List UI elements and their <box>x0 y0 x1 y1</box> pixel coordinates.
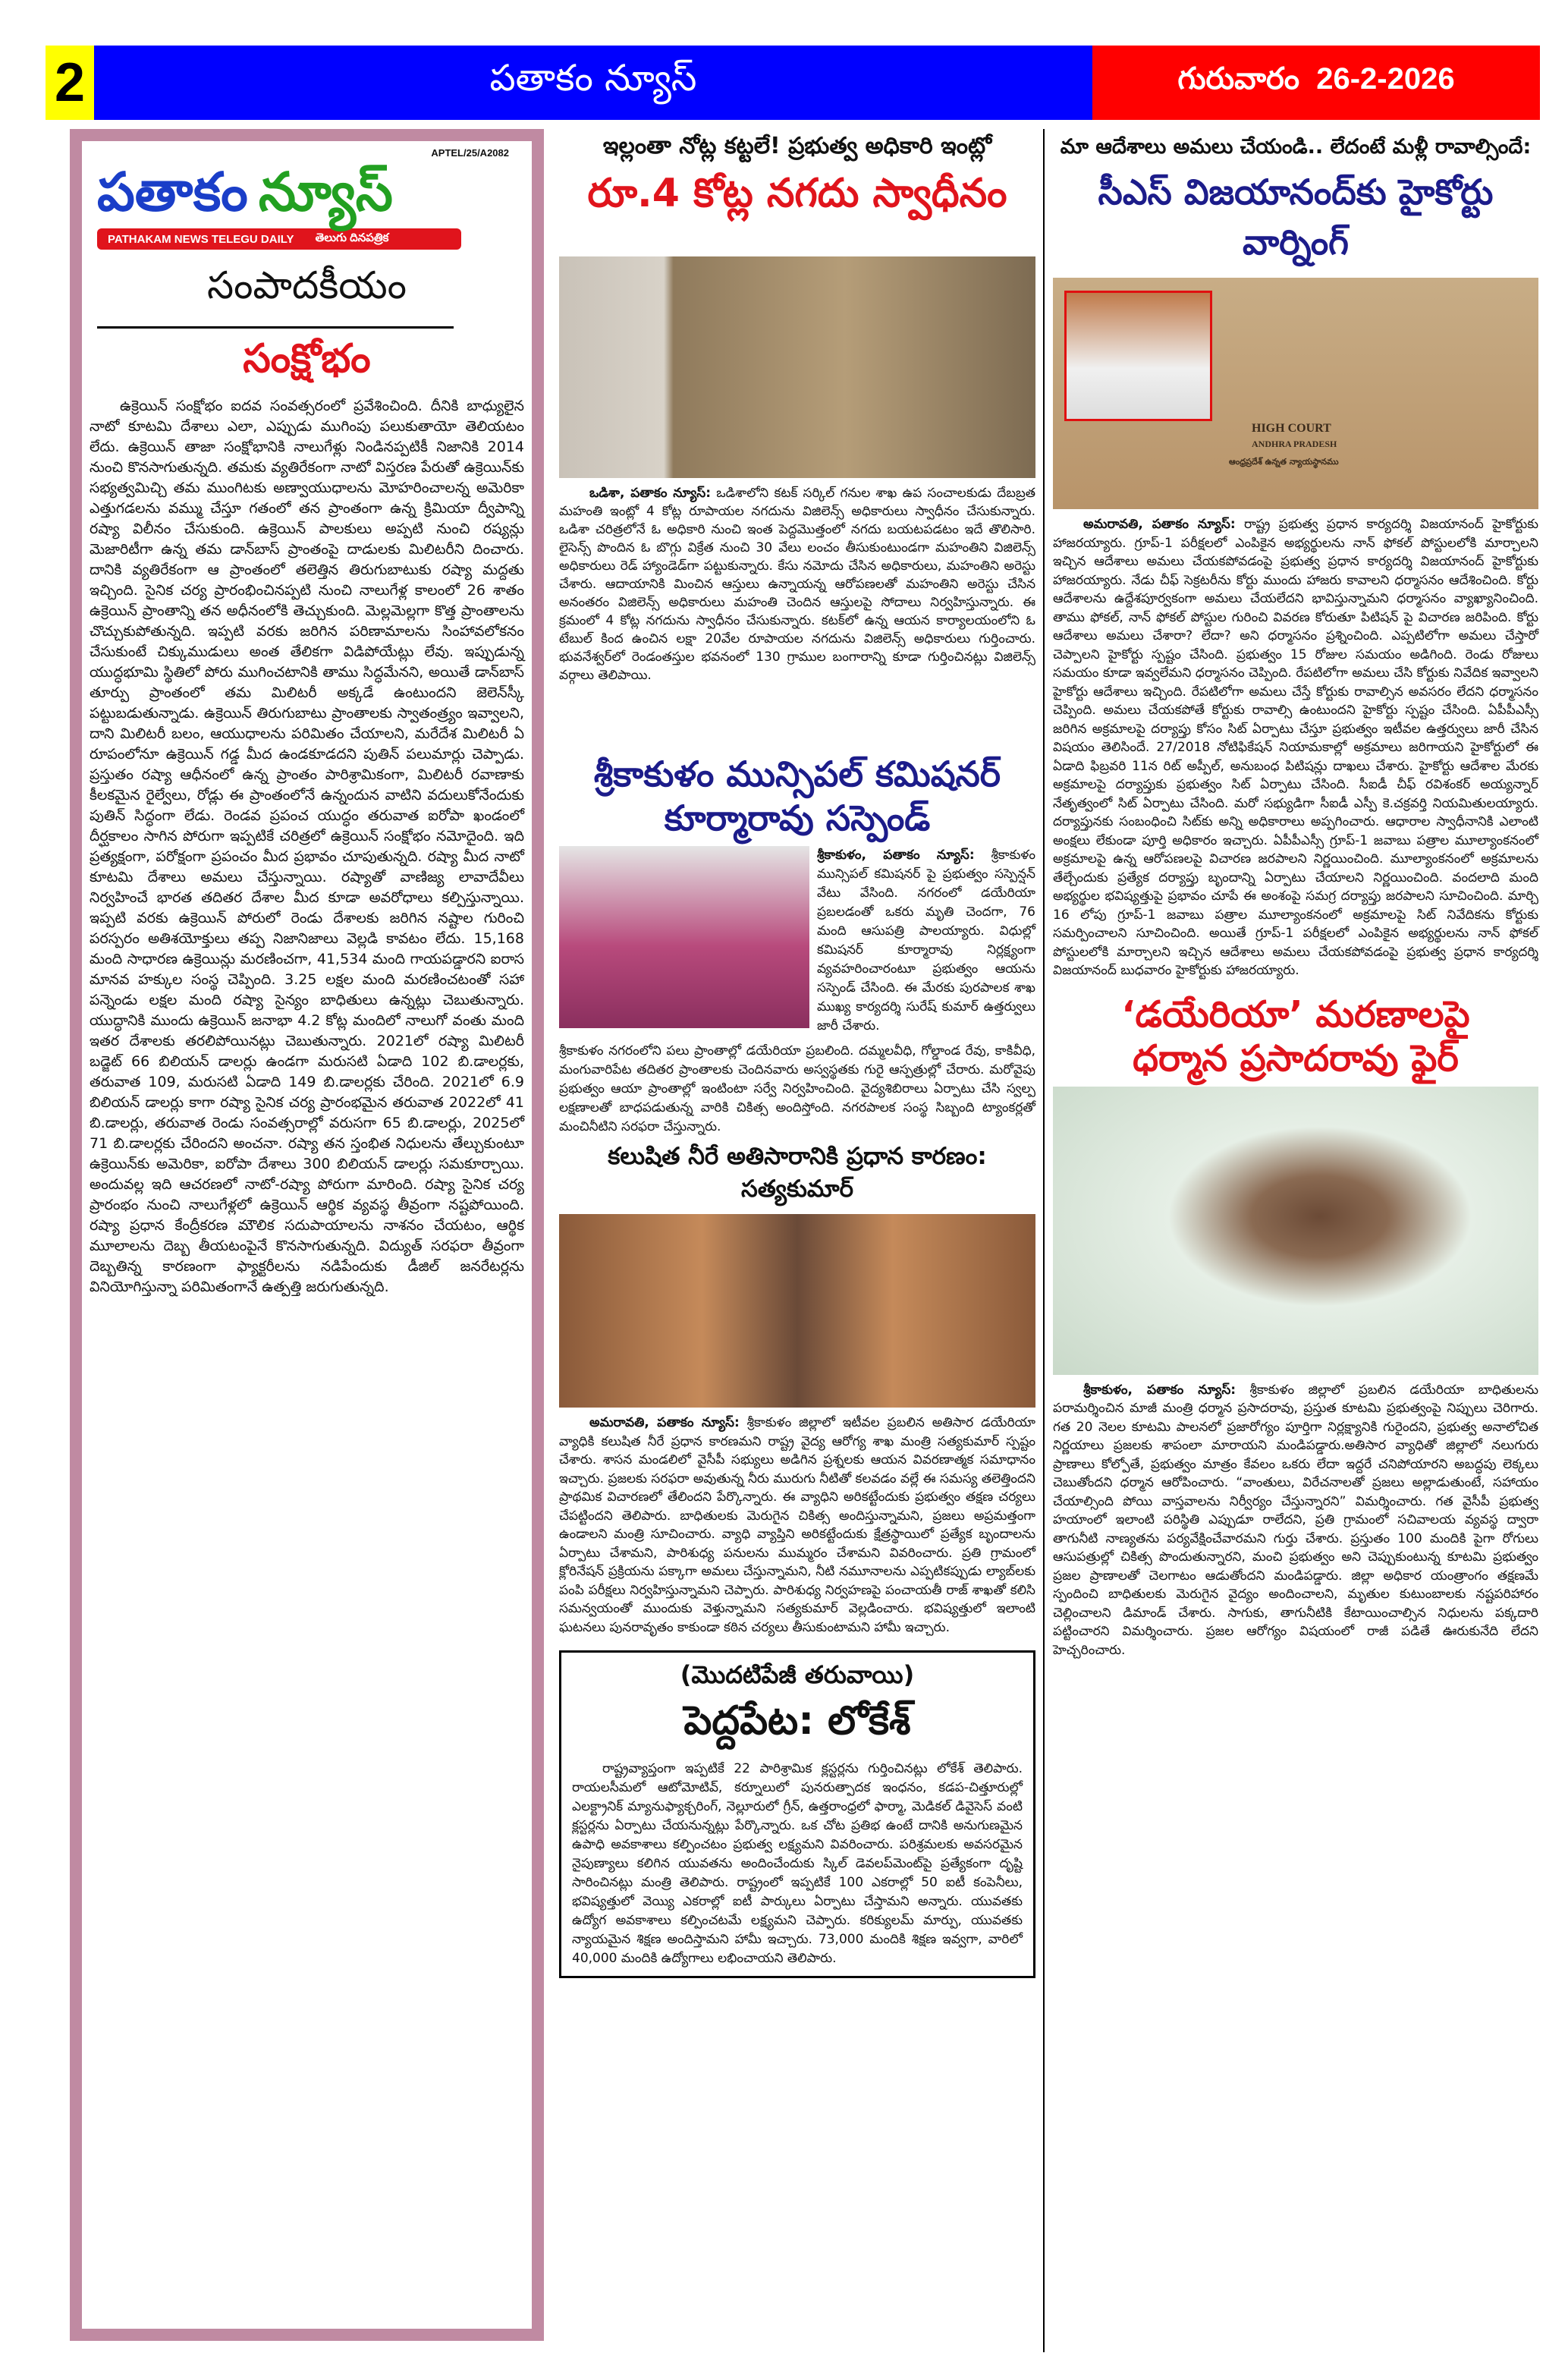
continuation-kicker: (మొదటిపేజీ తరువాయి) <box>680 1660 915 1689</box>
satyakumar-body <box>559 1414 1035 1637</box>
cs-inset-photo <box>1064 291 1212 421</box>
odisha-headline: రూ.4 కోట్ల నగదు స్వాధీనం <box>587 171 1007 216</box>
dharmana-headline-2: ధర్మాన ప్రసాదరావు ఫైర్ <box>1133 1037 1459 1080</box>
page-title: పతాకం న్యూస్ <box>94 46 1092 120</box>
srikakulam-headline-1: శ్రీకాకుళం మున్సిపల్ కమిషనర్ <box>593 753 1001 794</box>
editorial-body: ఉక్రెయిన్ సంక్షోభం ఐదవ సంవత్సరంలో ప్రవేశించింది. దీనికి బాధ్యులైన నాటో కూటమి దేశాలు ఎలా, ఎప్పుడు ముగింపు పలుకుతాయో తెలియటం లేదు. ఉక్రెయిన్ తాజా సంక్షోభానికి నాలుగేళ్లు నిండినప్పటికీ నిజానికి 2014 నుంచి కొనసాగుతున్నది. తమకు వ్యతిరేకంగా నాటో విస్తరణ పేరుతో ఉక్రెయిన్‌కు సభ్యత్వమిచ్చి తమ ముంగిటకు అణ్వాయుధాలను మోహరించాలన్న అమెరికా ఎత్తుగడలను వమ్ము చేస్తూ గతంలో తన ప్రాంతంగా ఉన్న క్రిమియా ద్వీపాన్ని రష్యా విలీనం చేసుకుంది. ఉక్రెయిన్ పాలకులు అప్పటి నుంచి రష్యన్లు మెజారిటీగా ఉన్న తమ డాన్‌బాస్ ప్రాంతంపై దాడులకు మిలిటరీని దించారు. దానికి వ్యతిరేకంగా ఆ ప్రాంతంలో తలెత్తిన తిరుగుబాటుకు రష్యా మద్దతు ఇచ్చింది. సైనిక చర్య ప్రారంభించినప్పటి నుంచి నాలుగేళ్ల కాలంలో 26 శాతం ఉక్రెయిన్ ప్రాంతాన్ని తన అధీనంలోకి తెచ్చుకుంది. మెల్లమెల్లగా కొత్త ప్రాంతాలను చొచ్చుకుపోతున్నది. ఇప్పటి వరకు జరిగిన పరిణామాలను సింహావలోకనం చేసుకుంటే చిక్కుముడులు అంత తేలికగా విడిపోయేట్లు లేవు. ఇప్పుడున్న యుద్ధభూమి స్థితిలో పోరు ముగించటానికి తాము సిద్ధమేనని, అయితే డాన్‌బాస్ తూర్పు ప్రాంతంలో తమ మిలిటరీ అక్కడే ఉంటుందని జెలెన్‌స్కీ పట్టుబడుతున్నాడు. ఉక్రెయిన్ తిరుగుబాటు ప్రాంతాలకు స్వాతంత్ర్యం ఇవ్వాలని, దాని మిలిటరీ బలం, ఆయుధాలను పరిమితం చేయాలని, మరేదేశ మిలిటరీ ఏ రూపంలోనూ ఉక్రెయిన్ గడ్డ మీద ఉండకూడదని పుతిన్ పలుమార్లు చెప్పాడు. ప్రస్తుతం రష్యా ఆధీనంలో ఉన్న ప్రాంతం పారిశ్రామికంగా, మిలిటరీ రవాణాకు కీలకమైన రైల్వేలు, రోడ్లు ఈ ప్రాంతంలోనే ఉన్నందున వాటిని వదులుకోనేందుకు పుతిన్ సిద్ధంగా లేడు. రెండవ ప్రపంచ యుద్ధం తరువాత ఐరోపా ఖండంలో దీర్ఘకాలం సాగిన పోరుగా ఇప్పటికే చరిత్రలో ఉక్రెయిన్ సంక్షోభం నమోదైంది. ఇది ప్రత్యక్షంగా, పరోక్షంగా ప్రపంచం మీద ప్రభావం చూపుతున్నది. రష్యా మీద నాటో కూటమి దేశాలు అమలు చేస్తున్నాయి. రష్యాతో వాణిజ్య లావాదేవీలు నిర్వహించే భారత తదితర దేశాల మీద కూడా అవరోధాలు కల్పిస్తున్నాయి. ఇప్పటి వరకు ఉక్రెయిన్ పోరులో రెండు దేశాలకు జరిగిన నష్టాల గురించి పరస్పరం అతిశయోక్తులు తప్ప నిజానిజాలు వెల్లడి కావటం లేదు. 15,168 మంది సాధారణ ఉక్రెయిన్లు మరణించగా, 41,534 మంది గాయపడ్డారని ఐరాస మానవ హక్కుల సంస్థ చెప్పింది. 3.25 లక్షల మంది మరణించటంతో సహా పన్నెండు లక్షల మంది రష్యా సైన్యం బాధితులు ఉన్నట్లు చెబుతున్నారు. యుద్ధానికి ముందు ఉక్రెయిన్ జనాభా 4.2 కోట్ల మందిలో నాలుగో వంతు మంది ఇతర దేశాలకు తరలిపోయినట్లు చెబుతున్నారు. 2021లో రష్యా మిలిటరీ బడ్జెట్ 66 బిలియన్ డాలర్లు ఉండగా మరుసటి ఏడాది 102 బి.డాలర్లకు, తరువాత 109, మరుసటి ఏడాది 149 బి.డాలర్లకు చేరింది. 2021లో 6.9 బిలియన్ డాలర్లు కాగా రష్యా సైనిక చర్య ప్రారంభమైన తరువాత 2022లో 41 బి.డాలర్లు, తరువాత రెండు సంవత్సరాల్లో వరుసగా 65 బి.డాలర్లు, 2025లో 71 బి.డాలర్లకు చేరిందని అంచనా. రష్యా తన స్తంభిత నిధులను తేల్చుకుంటూ ఉక్రెయిన్‌కు అమెరికా, ఐరోపా దేశాలు 300 బిలియన్ డాలర్లు సమకూర్చాయి. అందువల్ల ఇది ఆచరణలో నాటో-రష్యా పోరుగా మారింది. రష్యా సైనిక చర్య ప్రారంభం నుంచి నాలుగేళ్లలో ఉక్రెయిన్ ఆర్థిక వ్యవస్థ తీవ్రంగా నష్టపోయింది. రష్యా ప్రధాన కేంద్రీకరణ మౌలిక సదుపాయాలను నాశనం చేయటం, ఆర్థిక మూలాలను దెబ్బ తీయటంపైనే కొనసాగుతున్నది. విద్యుత్ సరఫరా తీవ్రంగా దెబ్బతిన్న కారణంగా ఫ్యాక్టరీలను నడిపేందుకు డీజిల్ జనరేటర్లను వినియోగిస్తున్నా పరిమితంగానే ఉత్పత్తి జరుగుతున్నది. <box>90 398 524 1295</box>
dateline: అమరావతి, పతాకం న్యూస్: <box>1083 517 1236 532</box>
court-sign-1: HIGH COURT <box>1252 422 1331 435</box>
logo-text-green: న్యూస్ <box>258 161 393 223</box>
dateline: ఒడిశా, పతాకం న్యూస్: <box>589 486 712 501</box>
highcourt-heading <box>1053 135 1538 272</box>
dharmana-body <box>1053 1381 1538 1660</box>
highcourt-headline: సీఎస్ విజయానంద్‌కు హైకోర్టు వార్నింగ్ <box>1098 171 1494 263</box>
lokesh-continuation-box <box>559 1650 1035 1978</box>
tagline-telugu: తెలుగు దినపత్రిక <box>315 231 389 244</box>
odisha-heading <box>559 133 1035 250</box>
editorial-frame <box>70 129 544 2341</box>
srikakulam-row <box>559 846 1035 1036</box>
court-sign-3: ఆంధ్రప్రదేశ్ ఉన్నత న్యాయస్థానము <box>1229 457 1339 467</box>
section-title: సంపాదకీయం <box>206 263 407 307</box>
high-court-photo <box>1053 278 1538 509</box>
satyakumar-photo <box>559 1214 1035 1408</box>
dharmana-text: శ్రీకాకుళం జిల్లాలో ప్రబలిన డయేరియా బాధితులను పరామర్శించిన మాజీ మంత్రి ధర్మాన ప్రసాదరావు, ప్రస్తుత కూటమి ప్రభుత్వంపై నిప్పులు చెరిగారు. గత 20 నెలల కూటమి పాలనలో ప్రజారోగ్యం పూర్తిగా నిర్లక్ష్యానికి గురైందని, ప్రభుత్వ అనాలోచిత నిర్ణయాలు ప్రజలకు శాపంలా మారాయని మండిపడ్డారు.అతిసార వ్యాధితో జిల్లాలో నలుగురు ప్రాణాలు కోల్పోతే, ప్రభుత్వం మాత్రం కేవలం ఒకరు లేదా ఇద్దరే చనిపోయారని అబద్ధపు లెక్కలు చెబుతోందని ధర్మాన ఆరోపించారు. “వాంతులు, విరేచనాలతో ప్రజలు అల్లాడుతుంటే, సహాయం చేయాల్సింది పోయి వాస్తవాలను నిర్వీర్యం చేస్తున్నారని” విమర్శించారు. గత వైసీపీ ప్రభుత్వ హయాంలో ఇలాంటి పరిస్థితి ఎప్పుడూ రాలేదని, ప్రతి గ్రామంలో సచివాలయ వ్యవస్థ ద్వారా తాగునీటి నాణ్యతను పర్యవేక్షించేవారమని గుర్తు చేశారు. ప్రస్తుతం 100 మందికి పైగా రోగులు ఆసుపత్రుల్లో చికిత్స పొందుతున్నారని, మంచి ప్రభుత్వం అని చెప్పుకుంటున్న కూటమి ప్రభుత్వం ప్రజల ప్రాణాలతో చెలగాటం ఆడుతోందని మండిపడ్డారు. జిల్లా అధికార యంత్రాంగం తక్షణమే స్పందించి బాధితులకు మెరుగైన వైద్యం అందించాలని, మృతుల కుటుంబాలకు నష్టపరిహారం చెల్లించాలని డిమాండ్ చేశారు. సాగుకు, తాగునీటికి కేటాయించాల్సిన నిధులను పక్కదారి పట్టించారని విమర్శించారు. ప్రజల ఆరోగ్యం విషయంలో రాజీ పడితే ఊరుకునేది లేదని హెచ్చరించారు. <box>1053 1382 1538 1658</box>
editorial-headline: సంక్షోభం <box>243 336 371 382</box>
srikakulam-headline-2: కూర్మారావు సస్పెండ్ <box>664 797 931 838</box>
commissioner-photo <box>559 846 809 1028</box>
srikakulam-body-full: శ్రీకాకుళం నగరంలోని పలు ప్రాంతాల్లో డయేరియా ప్రబలింది. దమ్మలవీధి, గోల్డాండ రేవు, కాకివీధి, మంగువారిపేట తదితర ప్రాంతాలకు చెందినవారు అస్వస్థతకు గురై ఆస్పత్రుల్లో చేరారు. మరోవైపు ప్రభుత్వం ఆయా ప్రాంతాల్లో ఇంటింటా సర్వే నిర్వహించింది. వైద్యశిబిరాలు ఏర్పాటు చేసి స్వల్ప లక్షణాలతో బాధపడుతున్న వారికి చికిత్స అందిస్తోంది. నగరపాలక సంస్థ సిబ్బంది ట్యాంకర్లతో మంచినీటిని సరఫరా చేస్తున్నారు. <box>559 1043 1035 1134</box>
middle-column <box>559 133 1035 1978</box>
court-sign-2: ANDHRA PRADESH <box>1252 439 1337 449</box>
cash-seizure-photo <box>559 256 1035 478</box>
dateline: అమరావతి, పతాకం న్యూస్: <box>589 1415 740 1430</box>
odisha-text: ఒడిశాలోని కటక్ సర్కిల్ గనుల శాఖ ఉప సంచాలకుడు దేబబ్రత మహంతి ఇంట్లో 4 కోట్ల రూపాయల నగదును విజిలెన్స్ అధికారులు స్వాధీనం చేసుకున్నారు. ఒడిశా చరిత్రలోనే ఓ అధికారి నుంచి ఇంత పెద్దమొత్తంలో నగదు బయటపడటం ఇదే తొలిసారి. లైసెన్స్ పొందిన ఓ బొగ్గు విక్రేత నుంచి 30 వేలు లంచం తీసుకుంటుండగా మహంతిని విజిలెన్స్ అధికారులు రెడ్ హ్యాండెడ్‌గా పట్టుకున్నారు. కేసు నమోదు చేసిన అధికారులు, మహంతిని అరెస్టు చేశారు. ఆదాయానికి మించిన ఆస్తులు ఉన్నాయన్న ఆరోపణలతో మహంతిని అరెస్టు చేసిన అనంతరం విజిలెన్స్ అధికారులు మహంతి చెందిన ఆస్తులపై సోదాలు నిర్వహిస్తున్నారు. ఈ క్రమంలో 4 కోట్ల నగదును స్వాధీనం చేసుకున్నారు. కటక్‌లో ఉన్న ఆయన కార్యాలయంలోని ఓ టేబుల్ కింద ఉంచిన లక్షా 20వేల రూపాయల నగదును విజిలెన్స్ అధికారులు గుర్తించారు. భువనేశ్వర్‌లో రెండంతస్తుల భవనంలో 130 గ్రాముల బంగారాన్ని కూడా గుర్తించినట్లు విజిలెన్స్ వర్గాలు తెలిపాయి. <box>559 486 1035 683</box>
odisha-body <box>559 484 1035 746</box>
lokesh-headline: పెద్దపేట: లోకేశ్ <box>683 1698 911 1744</box>
tagline-english: PATHAKAM NEWS TELEGU DAILY <box>108 232 294 246</box>
srikakulam-text: శ్రీకాకుళం మున్సిపల్ కమిషనర్ పై ప్రభుత్వం సస్పెన్షన్ వేటు వేసింది. నగరంలో డయేరియా ప్రబలడంతో ఒకరు మృతి చెందగా, 76 మంది ఆసుపత్రి పాలయ్యారు. విధుల్లో కమిషనర్ కూర్మారావు నిర్లక్ష్యంగా వ్యవహరించారంటూ ప్రభుత్వం ఆయను సస్పెండ్ చేసింది. ఈ మేరకు పురపాలక శాఖ ముఖ్య కార్యదర్శి సురేష్ కుమార్ ఉత్తర్వులు జారీ చేశారు. <box>817 848 1036 1033</box>
lokesh-body: రాష్ట్రవ్యాప్తంగా ఇప్పటికే 22 పారిశ్రామిక క్లస్టర్లను గుర్తించినట్లు లోకేశ్ తెలిపారు. రాయలసీమలో ఆటోమోటివ్, కర్నూలులో పునరుత్పాదక ఇంధనం, కడప-చిత్తూరుల్లో ఎలక్ట్రానిక్ మ్యానుఫ్యాక్చరింగ్, నెల్లూరులో గ్రీన్, ఉత్తరాంధ్రలో ఫార్మా, మెడికల్ డివైసెస్ వంటి క్లస్టర్లను ఏర్పాటు చేయనున్నట్లు పేర్కొన్నారు. ఒక చోట ప్రతిభ ఉంటే దానికి అనుగుణమైన ఉపాధి అవకాశాలు కల్పించటం ప్రభుత్వ లక్ష్యమని వివరించారు. పరిశ్రమలకు అవసరమైన నైపుణ్యాలు కలిగిన యువతను అందించేందుకు స్కిల్ డెవలప్‌మెంట్‌పై ప్రత్యేకంగా దృష్టి సారించినట్లు మంత్రి తెలిపారు. రాష్ట్రంలో ఇప్పటికే 100 ఎకరాల్లో 50 ఐటీ కంపెనీలు, భవిష్యత్తులో వెయ్యి ఎకరాల్లో ఐటీ పార్కులు ఏర్పాటు చేస్తామని అన్నారు. యువతకు ఉద్యోగ అవకాశాలు కల్పించటమే లక్ష్యమని చెప్పారు. కరిక్యులమ్ మార్పు, యువతకు న్యాయమైన శిక్షణ అందిస్తామని హామీ ఇచ్చారు. 73,000 మందికి శిక్షణ ఇవ్వగా, వారిలో 40,000 మందికి ఉద్యోగాలు లభించాయని తెలిపారు. <box>572 1761 1023 1966</box>
highcourt-body <box>1053 515 1538 980</box>
divider <box>97 326 454 329</box>
srikakulam-body-side <box>817 846 1035 1036</box>
masthead-tagline <box>97 228 461 250</box>
page-number: 2 <box>46 46 94 120</box>
dharmana-headline-1: ‘డయేరియా’ మరణాలపై <box>1121 992 1470 1036</box>
srikakulam-heading <box>559 752 1035 840</box>
editorial-column <box>82 141 532 2329</box>
satyakumar-text: శ్రీకాకుళం జిల్లాలో ఇటీవల ప్రబలిన అతిసార డయేరియా వ్యాధికి కలుషిత నీరే ప్రధాన కారణమని రాష్ట్ర వైద్య ఆరోగ్య శాఖ మంత్రి సత్యకుమార్ స్పష్టం చేశారు. శాసన మండలిలో వైసీపీ సభ్యులు అడిగిన ప్రశ్నలకు ఆయన వివరణాత్మక సమాధానం ఇచ్చారు. ప్రజలకు సరఫరా అవుతున్న నీరు మురుగు నీటితో కలవడం వల్లే ఈ సమస్య తలెత్తిందని ప్రాథమిక విచారణలో తేలిందని పేర్కొన్నారు. ఈ వ్యాధిని అరికట్టేందుకు ప్రభుత్వం తక్షణ చర్యలు చేపట్టిందని తెలిపారు. బాధితులకు మెరుగైన చికిత్స అందిస్తున్నామని, ప్రజలు అప్రమత్తంగా ఉండాలని మంత్రి సూచించారు. వ్యాధి వ్యాప్తిని అరికట్టేందుకు క్షేత్రస్థాయిలో ప్రత్యేక బృందాలను ఏర్పాటు చేశామని, పారిశుధ్య పనులను ముమ్మరం చేశామని వివరించారు. ప్రతి గ్రామంలో క్లోరినేషన్ ప్రక్రియను పక్కాగా అమలు చేస్తున్నామని, నీటి నమూనాలను ఎప్పటికప్పుడు ల్యాబ్‌లకు పంపి పరీక్షలు నిర్వహిస్తున్నామని చెప్పారు. పారిశుధ్య నిర్వహణపై పంచాయతీ రాజ్ శాఖతో కలిసి సమన్వయంతో ముందుకు వెళ్తున్నామని సత్యకుమార్ వెల్లడించారు. భవిష్యత్తులో ఇలాంటి ఘటనలు పునరావృతం కాకుండా కఠిన చర్యలు తీసుకుంటామని హామీ ఇచ్చారు. <box>559 1415 1035 1635</box>
dharmana-heading <box>1053 992 1538 1081</box>
odisha-kicker: ఇల్లంతా నోట్ల కట్టలే! ప్రభుత్వ అధికారి ఇంట్లో <box>602 133 992 159</box>
dharmana-photo <box>1053 1087 1538 1375</box>
satyakumar-headline: కలుషిత నీరే అతిసారానికి ప్రధాన కారణం: సత్యకుమార్ <box>608 1143 987 1203</box>
highcourt-kicker: మా ఆదేశాలు అమలు చేయండి.. లేదంటే మళ్లీ రావాల్సిందే: <box>1060 135 1532 159</box>
right-column <box>1053 135 1538 1659</box>
logo-text-blue: పతాకం <box>97 161 248 223</box>
page-date: గురువారం 26-2-2026 <box>1092 46 1540 120</box>
dateline: శ్రీకాకుళం, పతాకం న్యూస్: <box>817 848 975 863</box>
column-divider <box>1043 129 1045 2352</box>
registration-number: APTEL/25/A2082 <box>431 147 509 159</box>
masthead-logo <box>90 159 524 225</box>
highcourt-text: రాష్ట్ర ప్రభుత్వ ప్రధాన కార్యదర్శి విజయానంద్ హైకోర్టుకు హాజరయ్యారు. గ్రూప్-1 పరీక్షలలో ఎంపికైన అభ్యర్థులను నాన్ ఫోకల్ పోస్టులలోకి మార్చాలని ఇచ్చిన ఆదేశాలు అమలు చేయకపోవడంపై ప్రభుత్వ ప్రధాన కార్యదర్శి విజయానంద్ హైకోర్టుకు హాజరయ్యారు. నేడు చీఫ్ సెక్రటరీను కోర్టు ముందు హాజరు కావాలని ధర్మాసనం ఆదేశించింది. కోర్టు ఆదేశాలను ఉద్దేశపూర్వకంగా అమలు చేయలేదని భావిస్తున్నామని ధర్మాసనం వ్యాఖ్యానించింది. తాము ఫోకల్, నాన్ ఫోకల్ పోస్టుల గురించి వివరణ కోరుతూ పిటిషన్ పై విచారణ జరిపింది. కోర్టు ఆదేశాలు అమలు చేశారా? లేదా? అని ధర్మాసనం ప్రశ్నించింది. ఎప్పటిలోగా అమలు చేస్తారో చెప్పాలని హైకోర్టు స్పష్టం చేసింది. ప్రభుత్వం 15 రోజుల సమయం అడిగింది. రెండు రోజులు సమయం కూడా ఇవ్వలేమని ధర్మాసనం చెప్పింది. రేపటిలోగా అమలు చేసి కోర్టుకు నివేదిక ఇవ్వాలని హైకోర్టు ఆదేశాలు ఇచ్చింది. రేపటిలోగా అమలు చేస్తే కోర్టుకు రావాల్సిన అవసరం లేదని ధర్మాసనం చెప్పింది. అమలు చేయకపోతే కోర్టుకు రావాల్సి ఉంటుందని హైకోర్టు స్పష్టం చేసింది. ఏపీపీఎస్సీ జరిగిన అక్రమాలపై దర్యాప్తు కోసం సిట్ ఏర్పాటు చేస్తూ ప్రభుత్వం ఇటీవల ఉత్తర్వులు జారీ చేసిన విషయం తెలిసిందే. 27/2018 నోటిఫికేషన్ నియామకాల్లో అక్రమాలు జరిగాయని హైకోర్టులో ఈ ఏడాది ఫిబ్రవరి 11న రిట్ అప్పీల్, అనుబంధ పిటిషన్లు దాఖలు చేశారు. హైకోర్టు ఆదేశాల మేరకు అక్రమాలపై దర్యాప్తుకు ప్రభుత్వం సిట్ ఏర్పాటు చేసింది. సీఐడీ చీఫ్ రవిశంకర్ అయ్యన్నార్ నేతృత్వంలో సిట్ ఏర్పాటు చేసింది. మరో సభ్యుడిగా సీఐడీ ఎస్పీ కె.చక్రవర్తి నియమితులయ్యారు. దర్యాప్తునకు సంబంధించి సిట్‌కు అన్ని అధికారాలు అప్పగించారు. ఆధారాల స్వాధీనానికి ఎలాంటి అంక్షలు లేకుండా పూర్తి అధికారం ఇచ్చారు. ఏపీపీఎస్సీ గ్రూప్-1 జవాబు పత్రాల మూల్యాంకనంలో అక్రమాలపై ఉన్న ఆరోపణలపై విచారణ జరపాలని నిర్ణయించింది. మూల్యాంకనంలో అక్రమాలను తేల్చేందుకు ప్రత్యేక దర్యాప్తు బృందాన్ని ఏర్పాటు చేయాలని నిర్ణయించింది. వందలాది మంది అభ్యర్థుల భవిష్యత్తుపై ప్రభావం చూపే ఈ అంశంపై సమగ్ర దర్యాప్తు జరపాలని సూచించింది. మార్చి 16 లోపు గ్రూప్-1 జవాబు పత్రాల మూల్యాంకనంలో అక్రమాలపై సిట్ నివేదికను కోర్టుకు సమర్పించాలని సూచించింది. అయితే గ్రూప్-1 పరీక్షలలో ఎంపికైన అభ్యర్థులను నాన్ ఫోకల్ పోస్టులలోకి మార్చాలని ఇచ్చిన ఆదేశాలు అమలు చేయకపోవడంపై ప్రభుత్వ ప్రధాన కార్యదర్శి విజయానంద్ బుధవారం హైకోర్టుకు హాజరయ్యారు. <box>1053 517 1538 978</box>
dateline: శ్రీకాకుళం, పతాకం న్యూస్: <box>1083 1382 1236 1398</box>
